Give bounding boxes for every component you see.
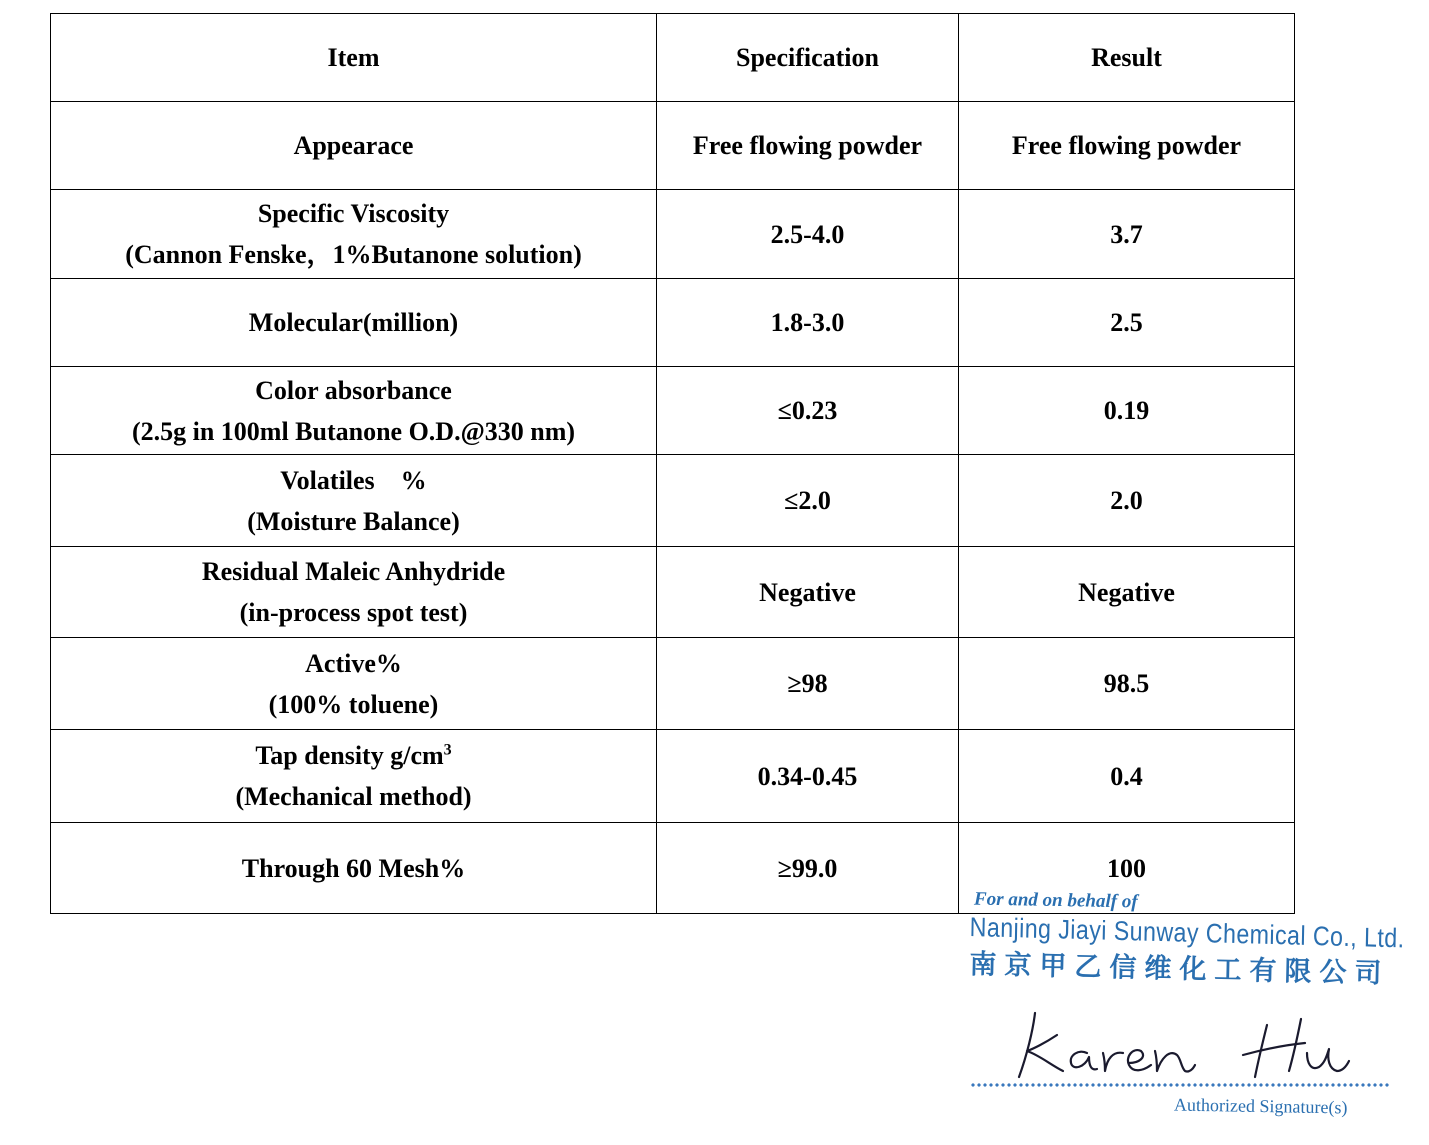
item-name: Specific Viscosity: [257, 199, 450, 228]
header-item: Item: [51, 14, 657, 102]
table-row: [51, 367, 1295, 455]
spec-cell: 0.34-0.45: [657, 730, 959, 823]
spec-cell: ≤2.0: [657, 455, 959, 547]
result-cell: 98.5: [959, 638, 1295, 730]
item-cell: [51, 730, 657, 823]
item-cell: [51, 823, 657, 914]
table-header-row: [51, 14, 1295, 102]
stamp-company-name: Nanjing Jiayi Sunway Chemical Co., Ltd.: [969, 912, 1405, 954]
signature-dotted-line: [970, 1082, 1390, 1088]
spec-cell: ≥99.0: [657, 823, 959, 914]
handwritten-signature: [1005, 1005, 1365, 1085]
item-name: Active%: [305, 648, 402, 678]
item-name: Residual Maleic Anhydride: [201, 557, 506, 586]
item-name: Appearace: [293, 131, 414, 160]
authorized-signature-caption: Authorized Signature(s): [1173, 1094, 1348, 1118]
spec-cell: ≤0.23: [657, 367, 959, 455]
result-cell: 0.4: [959, 730, 1295, 823]
table-row: [51, 279, 1295, 367]
spec-cell: Negative: [657, 547, 959, 638]
item-method: (100% toluene): [268, 689, 439, 719]
item-name: Color absorbance: [255, 375, 452, 405]
item-method: (Moisture Balance): [247, 506, 460, 536]
table-row: [51, 730, 1295, 823]
item-cell: [51, 547, 657, 638]
item-method: (in-process spot test): [239, 598, 468, 627]
table-row: [51, 102, 1295, 190]
item-method: (2.5g in 100ml Butanone O.D.@330 nm): [131, 416, 576, 446]
item-method: (Mechanical method): [235, 782, 472, 811]
result-cell: Negative: [959, 547, 1295, 638]
table-row: [51, 638, 1295, 730]
specification-table: [50, 13, 1295, 914]
item-cell: [51, 190, 657, 279]
header-specification: Specification: [657, 14, 959, 102]
item-name-text: Tap density g/cm: [255, 741, 444, 770]
result-cell: 3.7: [959, 190, 1295, 279]
result-cell: 2.5: [959, 279, 1295, 367]
item-name: Through 60 Mesh%: [241, 853, 466, 883]
spec-cell: ≥98: [657, 638, 959, 730]
table-row: [51, 190, 1295, 279]
stamp-behalf-text: For and on behalf of: [973, 888, 1138, 913]
superscript: 3: [443, 741, 452, 759]
table-row: [51, 455, 1295, 547]
spec-cell: Free flowing powder: [657, 102, 959, 190]
result-cell: 100: [959, 823, 1295, 914]
result-cell: Free flowing powder: [959, 102, 1295, 190]
item-cell: [51, 102, 657, 190]
result-cell: 0.19: [959, 367, 1295, 455]
item-cell: [51, 367, 657, 455]
spec-cell: 1.8-3.0: [657, 279, 959, 367]
stamp-company-name-chinese: 南京甲乙信维化工有限公司: [969, 948, 1390, 989]
item-name: Molecular(million): [248, 308, 459, 337]
item-name: Volatiles %: [280, 465, 427, 495]
item-cell: [51, 638, 657, 730]
item-cell: [51, 455, 657, 547]
item-method: (Cannon Fenske，1%Butanone solution): [125, 240, 582, 269]
result-cell: 2.0: [959, 455, 1295, 547]
item-name: [55, 735, 652, 776]
item-cell: [51, 279, 657, 367]
header-result: Result: [959, 14, 1295, 102]
table-row: [51, 547, 1295, 638]
spec-cell: 2.5-4.0: [657, 190, 959, 279]
